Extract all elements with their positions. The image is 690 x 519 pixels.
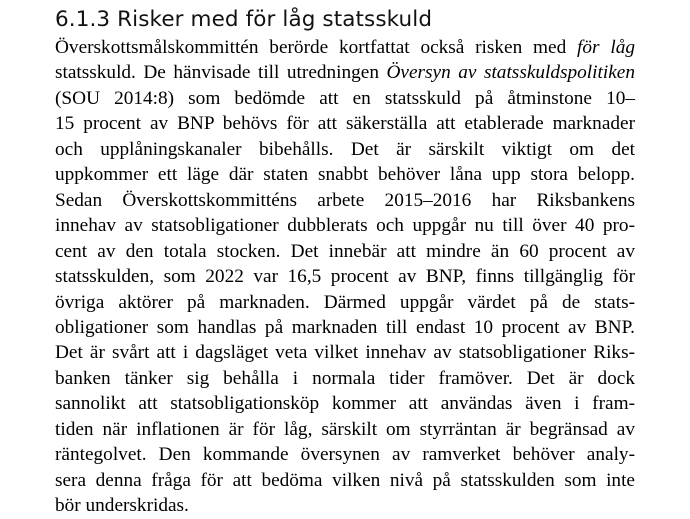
- text-run: Det är svårt att i dagsläget veta vilket innehav av statsobligationer Riks-: [55, 342, 635, 364]
- paragraph-line: [55, 417, 635, 442]
- paragraph-line: [55, 188, 635, 213]
- italic-phrase: Översyn av statsskuldspolitiken: [386, 62, 635, 84]
- text-run: (SOU 2014:8) som bedömde att en statsskuld på åtminstone 10–: [55, 87, 635, 109]
- italic-phrase: för låg: [577, 37, 635, 58]
- text-run: statsskulden, som 2022 var 16,5 procent av BNP, finns tillgänglig för: [55, 266, 635, 288]
- paragraph-line: [55, 315, 635, 340]
- text-run: 15 procent av BNP behövs för att säkerställa att etablerade marknader: [55, 113, 635, 135]
- paragraph-line: [55, 162, 635, 187]
- text-run: banken tänker sig behålla i normala tider framöver. Det är dock: [55, 367, 635, 389]
- text-run: sera denna fråga för att bedöma vilken nivå på statsskulden som inte: [55, 469, 635, 491]
- text-run: tiden när inflationen är för låg, särskilt om styrräntan är begränsad av: [55, 418, 635, 440]
- paragraph-line: [55, 35, 635, 60]
- paragraph-line: [55, 264, 635, 289]
- text-run: övriga aktörer på marknaden. Därmed uppgår värdet på de stats-: [55, 291, 635, 313]
- body-paragraph: [55, 35, 635, 519]
- paragraph-line: [55, 111, 635, 136]
- paragraph-line: [55, 86, 635, 111]
- text-run: obligationer som handlas på marknaden till endast 10 procent av BNP.: [55, 316, 635, 338]
- text-run: sannolikt att statsobligationsköp kommer att användas även i fram-: [55, 393, 635, 415]
- text-run: innehav av statsobligationer dubblerats och uppgår nu till över 40 pro-: [55, 215, 635, 237]
- text-run: Sedan Överskottskommitténs arbete 2015–2016 har Riksbankens: [55, 189, 635, 211]
- paragraph-line: [55, 366, 635, 391]
- text-run: och upplåningskanaler bibehålls. Det är särskilt viktigt om det: [55, 138, 635, 160]
- paragraph-line: [55, 468, 635, 493]
- text-run: cent av den totala stocken. Det innebär att mindre än 60 procent av: [55, 240, 635, 262]
- paragraph-line: [55, 137, 635, 162]
- paragraph-line: [55, 290, 635, 315]
- paragraph-line: [55, 340, 635, 365]
- paragraph-line: [55, 60, 635, 85]
- paragraph-line: [55, 391, 635, 416]
- paragraph-line: [55, 442, 635, 467]
- paragraph-line: [55, 213, 635, 238]
- page-title: 6.1.3 Risker med för låg statsskuld: [55, 7, 433, 32]
- text-run: uppkommer ett läge där staten snabbt behöver låna upp stora belopp.: [55, 164, 635, 186]
- text-run: Överskottsmålskommittén berörde kortfattat också risken med: [55, 37, 578, 58]
- text-column: [55, 0, 635, 519]
- paragraph-line: [55, 239, 635, 264]
- text-run: statsskuld. De hänvisade till utredningen: [55, 62, 387, 84]
- text-run: räntegolvet. Den kommande översynen av ramverket behöver analy-: [55, 444, 635, 466]
- paragraph-line: [55, 493, 635, 518]
- text-run: bör underskridas.: [55, 495, 189, 517]
